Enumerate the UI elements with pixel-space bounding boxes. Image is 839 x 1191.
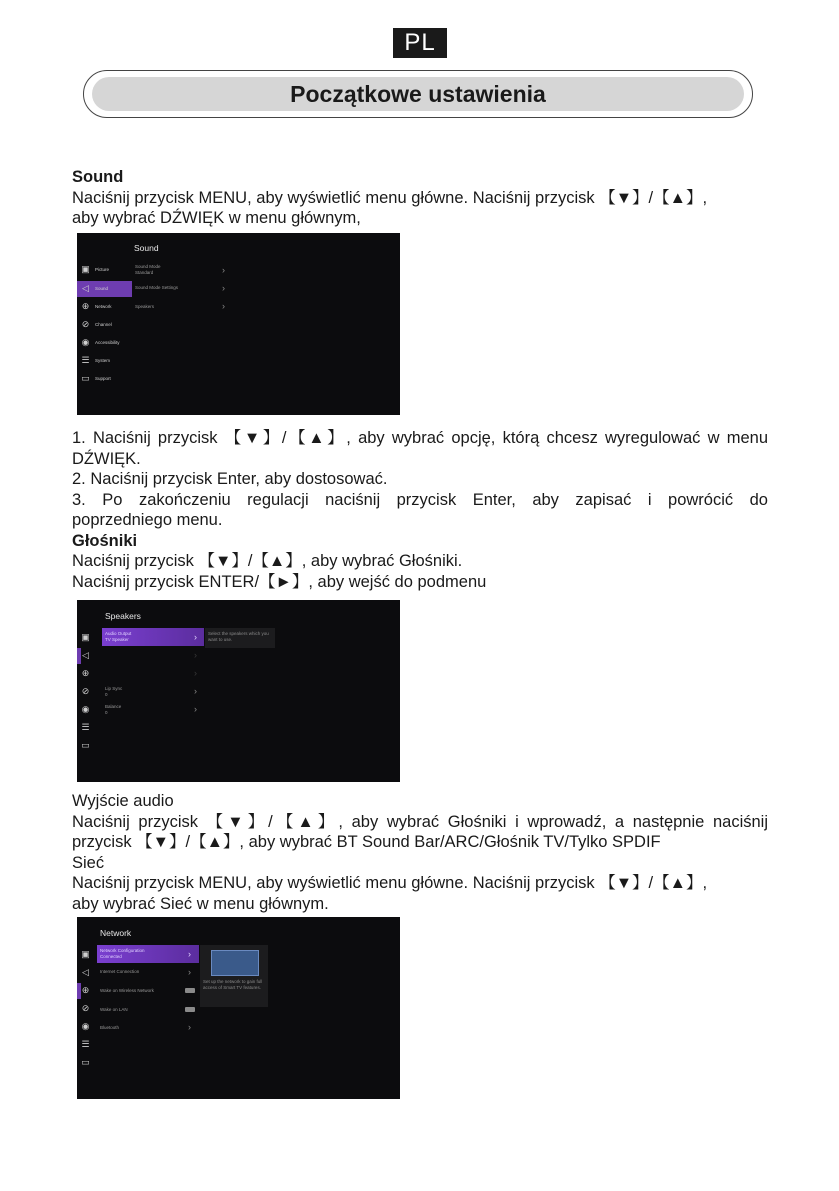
sidebar-item-accessibility: Accessibility	[95, 340, 120, 345]
sound-menu-screenshot	[77, 233, 400, 415]
wake-wireless-toggle	[185, 988, 195, 993]
hint-text: Set up the network to gain full access of Smart TV features.	[203, 979, 263, 990]
title-banner	[83, 70, 753, 118]
chevron-right-icon: ›	[222, 301, 225, 311]
menu-row-label: Lip Sync	[105, 686, 123, 691]
picture-icon: ▣	[81, 264, 90, 274]
audio-text-line-1: Naciśnij przycisk 【▼】/【▲】, aby wybrać Głośniki i wprowadź, a następnie naciśnij	[72, 812, 768, 831]
chevron-right-icon: ›	[194, 704, 197, 714]
chevron-right-icon: ›	[222, 283, 225, 293]
system-icon: ☰	[81, 722, 90, 732]
speakers-heading: Głośniki	[72, 531, 138, 550]
network-icon: ⊕	[81, 301, 90, 311]
accessibility-icon: ◉	[81, 704, 90, 714]
chevron-right-icon: ›	[222, 265, 225, 275]
page-title: Początkowe ustawienia	[92, 77, 744, 111]
steps-section	[72, 428, 768, 592]
sidebar-item-system: System	[95, 358, 111, 363]
picture-icon: ▣	[81, 949, 90, 959]
sidebar-item-sound: Sound	[95, 286, 109, 291]
chevron-right-icon: ›	[194, 668, 197, 678]
sidebar-item-support: Support	[95, 376, 111, 381]
menu-row-label: Audio Output	[105, 631, 132, 636]
menu-row-label: Bluetooth	[100, 1025, 120, 1030]
step-3-line-2: poprzedniego menu.	[72, 511, 223, 529]
menu-row-value: 0	[105, 692, 108, 697]
hint-text: Select the speakers which you want to use.	[208, 631, 269, 642]
chevron-right-icon: ›	[194, 686, 197, 696]
audio-network-section	[72, 791, 768, 914]
step-3-line-1: 3. Po zakończeniu regulacji naciśnij przycisk Enter, aby zapisać i powrócić do	[72, 490, 768, 509]
channel-icon: ⊘	[81, 686, 90, 696]
chevron-right-icon: ›	[188, 967, 191, 977]
menu-row-label: Network Configuration	[100, 948, 145, 953]
screen-title: Sound	[134, 243, 159, 253]
support-icon: ▭	[81, 373, 90, 383]
channel-icon: ⊘	[81, 319, 90, 329]
menu-row-label: Speakers	[135, 304, 155, 309]
sound-icon: ◁	[82, 967, 89, 977]
speakers-menu-screenshot	[77, 600, 400, 782]
menu-row-label: Sound Mode	[135, 264, 161, 269]
step-2: 2. Naciśnij przycisk Enter, aby dostosować.	[72, 470, 388, 488]
network-text-line-2: aby wybrać Sieć w menu głównym.	[72, 894, 329, 913]
sidebar-item-network: Network	[95, 304, 112, 309]
chevron-right-icon: ›	[188, 1022, 191, 1032]
sound-text-line-1: Naciśnij przycisk MENU, aby wyświetlić menu główne. Naciśnij przycisk 【▼】/【▲】,	[72, 188, 708, 207]
support-icon: ▭	[81, 1057, 90, 1067]
support-icon: ▭	[81, 740, 90, 750]
step-1-line-1: 1. Naciśnij przycisk 【▼】/【▲】, aby wybrać opcję, którą chcesz wyregulować w menu	[72, 429, 768, 447]
menu-row-value: 0	[105, 710, 108, 715]
channel-icon: ⊘	[81, 1003, 90, 1013]
sound-heading: Sound	[72, 168, 124, 186]
network-text-line-1: Naciśnij przycisk MENU, aby wyświetlić menu główne. Naciśnij przycisk 【▼】/【▲】,	[72, 874, 708, 892]
speakers-text-line-1: Naciśnij przycisk 【▼】/【▲】, aby wybrać Głośniki.	[72, 552, 463, 570]
audio-heading: Wyjście audio	[72, 792, 174, 810]
accessibility-icon: ◉	[81, 1021, 90, 1031]
sidebar-item-picture: Picture	[95, 267, 110, 272]
step-1-line-2: DŹWIĘK.	[72, 449, 141, 468]
screen-title: Network	[100, 928, 132, 938]
menu-row-label: Wake on LAN	[100, 1007, 128, 1012]
network-illustration-icon	[211, 950, 259, 976]
screen-title: Speakers	[105, 611, 141, 621]
menu-row-label: Sound Mode Settings	[135, 285, 179, 290]
sound-section	[72, 167, 768, 229]
picture-icon: ▣	[81, 632, 90, 642]
network-icon: ⊕	[81, 985, 90, 995]
accessibility-icon: ◉	[81, 337, 90, 347]
menu-row-value: Connected	[100, 954, 122, 959]
menu-row-label: Balance	[105, 704, 122, 709]
wake-lan-toggle	[185, 1007, 195, 1012]
sound-icon: ◁	[82, 650, 89, 660]
sound-icon: ◁	[82, 283, 89, 293]
audio-text-line-2: przycisk 【▼】/【▲】, aby wybrać BT Sound Bar/ARC/Głośnik TV/Tylko SPDIF	[72, 833, 661, 851]
menu-row-value: TV Speaker	[105, 637, 129, 642]
network-menu-screenshot	[77, 917, 400, 1099]
system-icon: ☰	[81, 1039, 90, 1049]
menu-row-label: Internet Connection	[100, 969, 140, 974]
network-icon: ⊕	[81, 668, 90, 678]
chevron-right-icon: ›	[188, 949, 191, 959]
sound-text-line-2: aby wybrać DŹWIĘK w menu głównym,	[72, 209, 361, 227]
network-heading: Sieć	[72, 853, 105, 872]
sidebar-item-channel: Channel	[95, 322, 112, 327]
chevron-right-icon: ›	[194, 632, 197, 642]
menu-row-value: Standard	[135, 270, 154, 275]
chevron-right-icon: ›	[194, 650, 197, 660]
language-badge: PL	[393, 28, 447, 58]
speakers-text-line-2: Naciśnij przycisk ENTER/【►】, aby wejść do podmenu	[72, 572, 487, 591]
system-icon: ☰	[81, 355, 90, 365]
menu-row-label: Wake on Wireless Network	[100, 988, 154, 993]
